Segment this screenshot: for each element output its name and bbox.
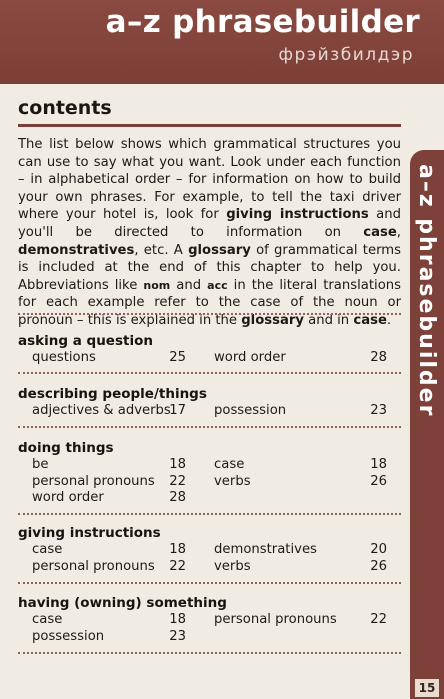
section-divider — [18, 372, 401, 374]
section-title: describing people/things — [18, 386, 207, 402]
contents-heading: contents — [18, 97, 112, 119]
page-subtitle: фрэйзбилдэр — [278, 45, 414, 65]
index-page: 20 — [370, 542, 387, 557]
section-title: having (owning) something — [18, 595, 227, 611]
index-entry: personal pronouns — [32, 558, 155, 574]
index-row — [18, 350, 401, 367]
index-page: 18 — [169, 542, 186, 557]
section-describing-people-things — [18, 386, 401, 420]
index-page: 22 — [370, 612, 387, 627]
abbr-acc: acc — [207, 278, 228, 292]
section-divider — [18, 426, 401, 428]
section-title: doing things — [18, 440, 114, 456]
index-page: 25 — [169, 350, 186, 365]
index-entry: demonstratives — [214, 542, 317, 557]
index-entry: possession — [32, 628, 105, 644]
page-title: a–z phrasebuilder — [105, 4, 420, 40]
index-entry: verbs — [214, 473, 251, 489]
index-page: 18 — [169, 612, 186, 627]
abbr-nom: nom — [143, 278, 171, 292]
ref-case: case — [363, 224, 397, 240]
heading-divider — [18, 124, 401, 127]
index-row — [18, 612, 401, 629]
index-entry: case — [32, 612, 63, 627]
page-number-box — [410, 677, 444, 699]
index-entry: personal pronouns — [32, 473, 155, 489]
index-entry: be — [32, 457, 49, 472]
index-entry: personal pronouns — [214, 612, 337, 627]
intro-paragraph: The list below shows which grammatical structures you can use to say what you want. Look under each function – in alphabetical order – for information on how to build your own phrases. For example, to tell the taxi driver where your hotel is, look for giving instructions and you'll be directed to information on case, demonstratives, etc. A glossary of grammatical terms is included at the end of this chapter to help you. Abbreviations like nom and acc in the literal translations for each example refer to the case of the noun or pronoun – this is explained in the glossary and in case. — [18, 137, 401, 328]
intro-divider — [18, 313, 401, 315]
index-page: 17 — [169, 403, 186, 418]
index-row — [18, 559, 401, 576]
index-row — [18, 629, 401, 646]
header-banner — [0, 0, 444, 84]
index-page: 18 — [169, 457, 186, 472]
index-page: 26 — [370, 473, 387, 489]
index-page: 23 — [169, 628, 186, 644]
index-page: 26 — [370, 558, 387, 574]
section-asking-a-question — [18, 333, 401, 367]
index-row — [18, 474, 401, 491]
ref-glossary-2: glossary — [241, 312, 304, 328]
index-entry: word order — [32, 490, 104, 505]
section-giving-instructions — [18, 525, 401, 575]
index-entry: word order — [214, 350, 286, 365]
section-having-owning-something — [18, 595, 401, 645]
section-divider — [18, 582, 401, 584]
section-title: giving instructions — [18, 525, 161, 541]
index-page: 23 — [370, 403, 387, 418]
index-row — [18, 403, 401, 420]
section-doing-things — [18, 440, 401, 507]
ref-glossary: glossary — [188, 242, 251, 258]
side-tab-label: a–z phrasebuilder — [414, 164, 439, 418]
index-page: 22 — [169, 558, 186, 574]
index-entry: case — [32, 542, 63, 557]
index-row — [18, 542, 401, 559]
index-entry: adjectives & adverbs — [32, 403, 171, 418]
ref-demonstratives: demonstratives — [18, 242, 135, 258]
ref-giving-instructions: giving instructions — [226, 207, 369, 223]
index-page: 28 — [169, 490, 186, 505]
page-number: 15 — [415, 679, 440, 697]
side-tab — [410, 150, 444, 677]
index-page: 22 — [169, 473, 186, 489]
section-title: asking a question — [18, 333, 153, 349]
index-entry: verbs — [214, 558, 251, 574]
index-page: 18 — [370, 457, 387, 472]
section-divider — [18, 652, 401, 654]
index-entry: case — [214, 457, 245, 472]
index-row — [18, 457, 401, 474]
index-entry: possession — [214, 403, 287, 418]
ref-case-2: case — [353, 312, 387, 328]
section-divider — [18, 513, 401, 515]
index-entry: questions — [32, 350, 96, 365]
index-page: 28 — [370, 350, 387, 365]
index-row — [18, 490, 401, 507]
